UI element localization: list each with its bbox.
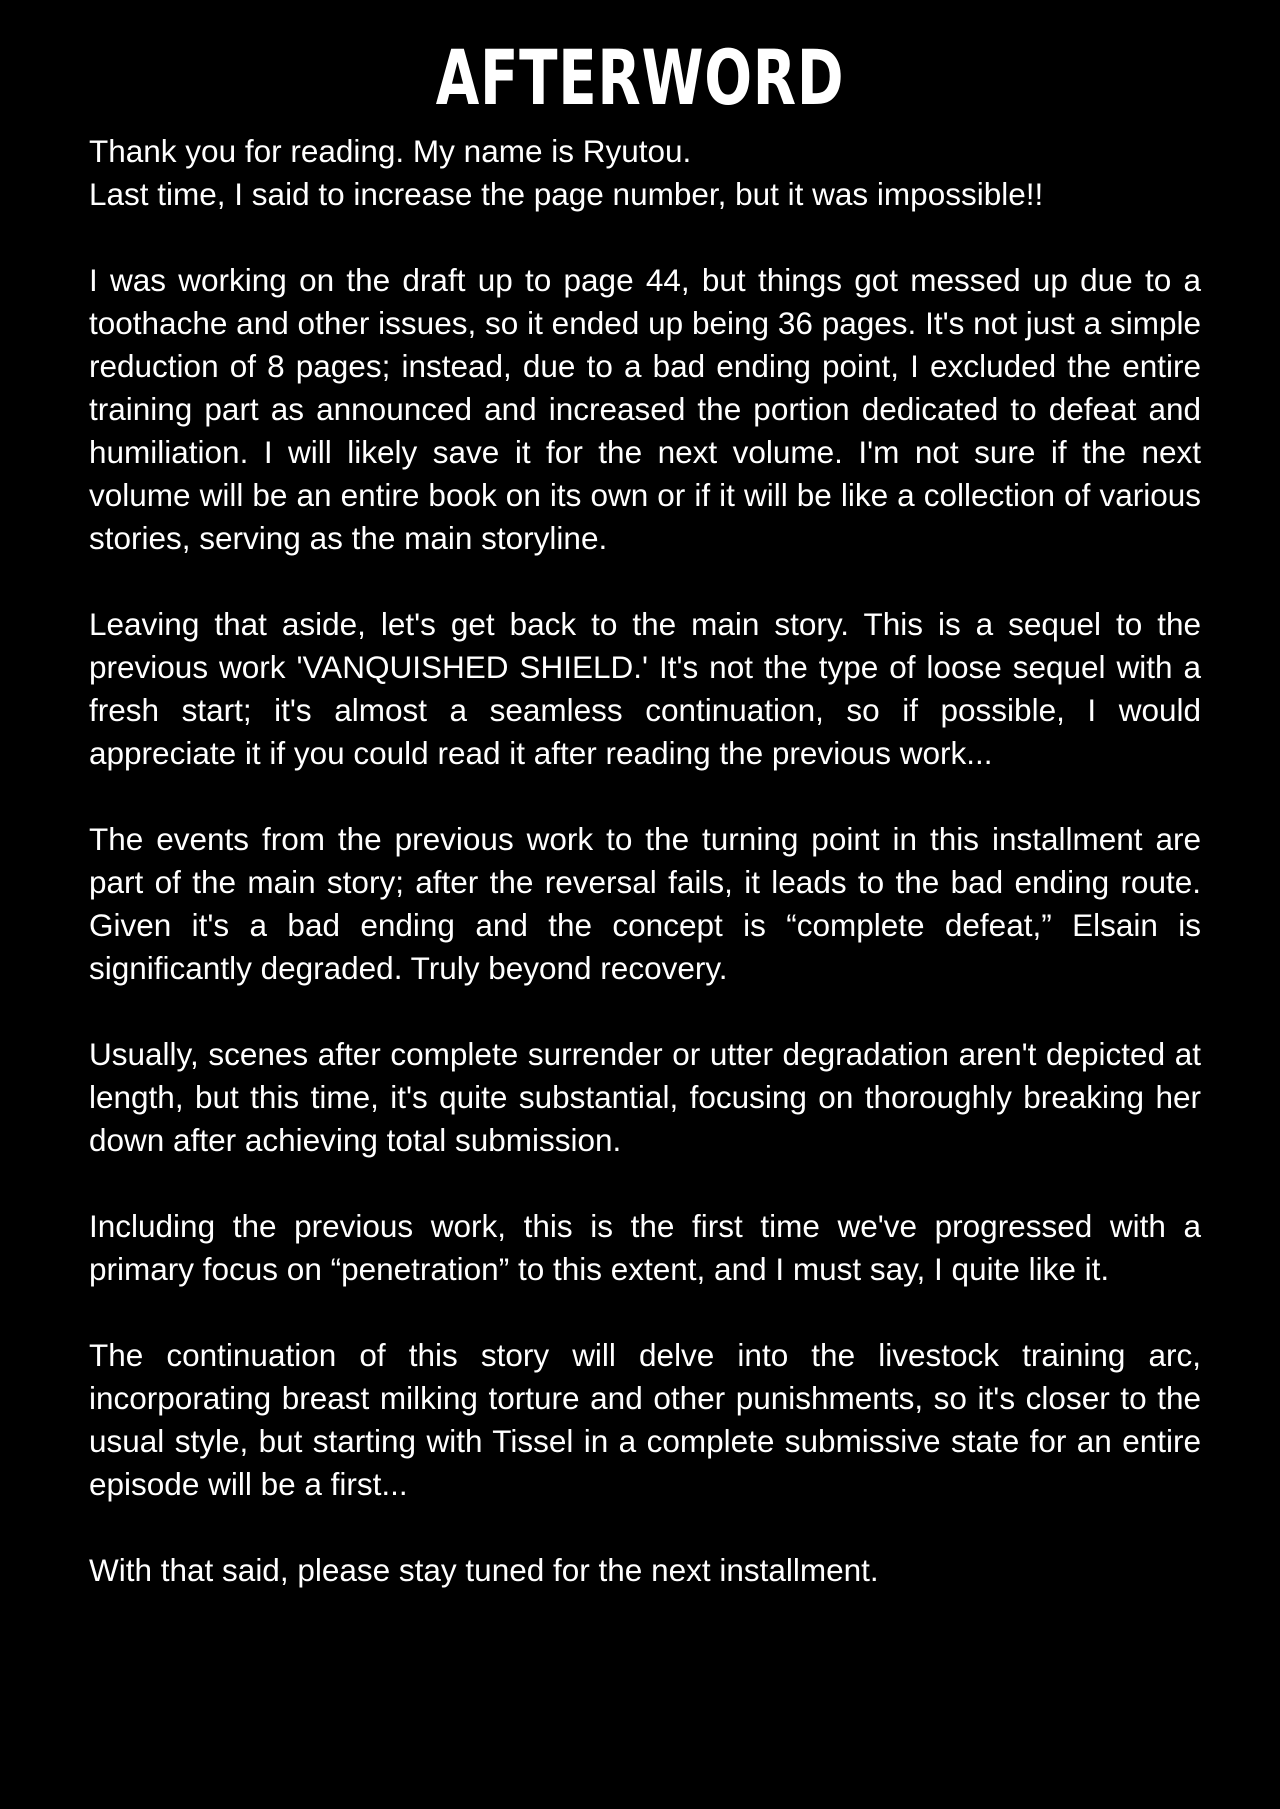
paragraph-story-route: The events from the previous work to the turning point in this installment are part of the main story; after the reversal fails, it leads to the bad ending route. Given it's a bad ending and the concept is “complete defeat,” Elsain is significantly degraded. Truly beyond recovery. [89, 821, 1201, 986]
paragraph-continuation: The continuation of this story will delve into the livestock training arc, incorporating breast milking torture and other punishments, so it's closer to the usual style, but starting with Tissel in a complete submissive state for an entire episode will be a first... [89, 1337, 1201, 1502]
paragraph-line: Last time, I said to increase the page number, but it was impossible!! [89, 176, 1044, 212]
paragraph-sequel: Leaving that aside, let's get back to the main story. This is a sequel to the previous work 'VANQUISHED SHIELD.' It's not the type of loose sequel with a fresh start; it's almost a seamless continuation, so if possible, I would appreciate it if you could read it after reading the previous work... [89, 606, 1201, 771]
afterword-body [89, 130, 1201, 1592]
paragraph-line: Thank you for reading. My name is Ryutou. [89, 133, 692, 169]
paragraph-closing: With that said, please stay tuned for the next installment. [89, 1552, 879, 1588]
page-title: AFTERWORD [435, 33, 845, 122]
paragraph-focus: Including the previous work, this is the first time we've progressed with a primary focus on “penetration” to this extent, and I must say, I quite like it. [89, 1208, 1201, 1287]
paragraph-intro [89, 130, 1201, 216]
paragraph-scenes: Usually, scenes after complete surrender or utter degradation aren't depicted at length, but this time, it's quite substantial, focusing on thoroughly breaking her down after achieving total submission. [89, 1036, 1201, 1158]
paragraph-page-count: I was working on the draft up to page 44, but things got messed up due to a toothache and other issues, so it ended up being 36 pages. It's not just a simple reduction of 8 pages; instead, due to a bad ending point, I excluded the entire training part as announced and increased the portion dedicated to defeat and humiliation. I will likely save it for the next volume. I'm not sure if the next volume will be an entire book on its own or if it will be like a collection of various stories, serving as the main storyline. [89, 262, 1201, 556]
